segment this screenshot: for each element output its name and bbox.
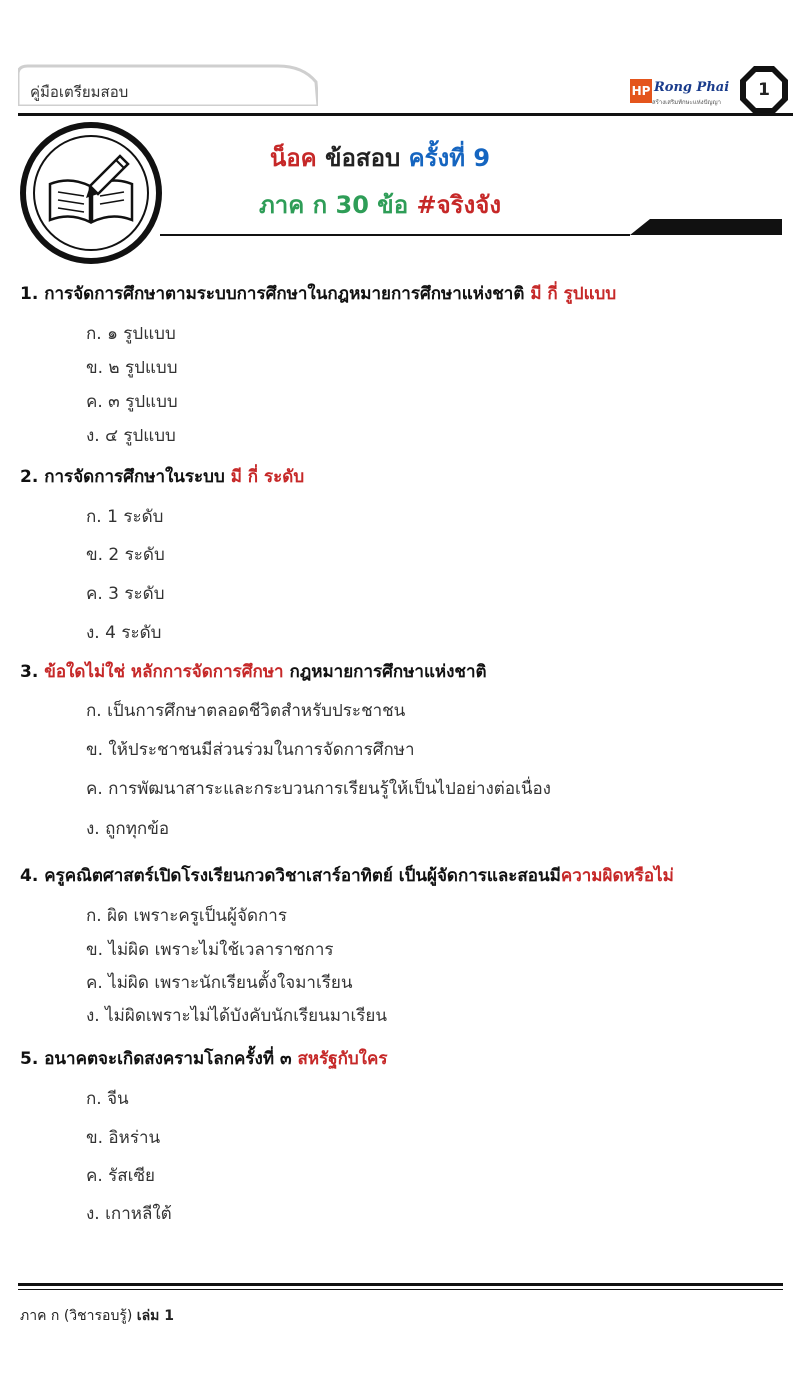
title-underline-bar (160, 215, 782, 237)
choice-1a: ก. ๑ รูปแบบ (86, 324, 176, 344)
question-highlight: สหรัฐกับใคร (297, 1049, 388, 1069)
footer-rule (18, 1283, 783, 1286)
title-part-hashtag: #จริงจัง (416, 191, 502, 219)
footer-volume: เล่ม 1 (136, 1308, 174, 1324)
choice-5c: ค. รัสเซีย (86, 1166, 155, 1186)
question-4 (20, 862, 674, 889)
question-highlight: ความผิดหรือไม่ (560, 866, 674, 886)
choice-5a: ก. จีน (86, 1089, 129, 1109)
question-number: 2. (20, 467, 39, 487)
choice-4b: ข. ไม่ผิด เพราะไม่ใช้เวลาราชการ (86, 940, 334, 960)
question-text: การจัดการศึกษาตามระบบการศึกษาในกฎหมายการศึกษาแห่งชาติ (44, 284, 525, 304)
logo-text: Rong Phai (654, 80, 730, 95)
question-text: กฎหมายการศึกษาแห่งชาติ (289, 662, 487, 682)
question-highlight: ข้อใดไม่ใช่ หลักการจัดการศึกษา (44, 662, 284, 682)
title-part-round: ครั้งที่ 9 (408, 144, 491, 172)
choice-2b: ข. 2 ระดับ (86, 545, 165, 565)
question-2 (20, 463, 304, 490)
header-rule (18, 113, 793, 116)
exam-title-line-1 (0, 138, 760, 177)
question-text: อนาคตจะเกิดสงครามโลกครั้งที่ ๓ (44, 1049, 292, 1069)
title-part-nok: น็อค (269, 144, 317, 172)
choice-5d: ง. เกาหลีใต้ (86, 1204, 172, 1224)
choice-4a: ก. ผิด เพราะครูเป็นผู้จัดการ (86, 906, 287, 926)
choice-3d: ง. ถูกทุกข้อ (86, 819, 170, 839)
title-part-exam: ข้อสอบ (325, 144, 401, 172)
choice-4c: ค. ไม่ผิด เพราะนักเรียนตั้งใจมาเรียน (86, 973, 353, 993)
question-number: 5. (20, 1049, 39, 1069)
choice-2c: ค. 3 ระดับ (86, 584, 165, 604)
logo-subtitle: สร้างเสริมทักษะแห่งปัญญา (652, 99, 721, 106)
question-5 (20, 1045, 387, 1072)
choice-2d: ง. 4 ระดับ (86, 623, 162, 643)
question-1 (20, 280, 616, 307)
choice-1d: ง. ๔ รูปแบบ (86, 426, 176, 446)
choice-1c: ค. ๓ รูปแบบ (86, 392, 178, 412)
question-text: ครูคณิตศาสตร์เปิดโรงเรียนกวดวิชาเสาร์อาทิตย์ เป็นผู้จัดการและสอนมี (44, 866, 561, 886)
question-text: การจัดการศึกษาในระบบ (44, 467, 225, 487)
footer-text: ภาค ก (วิชารอบรู้) (20, 1308, 133, 1324)
logo-mark: HP (630, 79, 652, 103)
footer (20, 1305, 174, 1327)
footer-rule-thin (18, 1289, 783, 1290)
question-highlight: มี กี่ ระดับ (230, 467, 305, 487)
choice-3b: ข. ให้ประชาชนมีส่วนร่วมในการจัดการศึกษา (86, 740, 415, 760)
choice-5b: ข. อิหร่าน (86, 1128, 161, 1148)
question-number: 3. (20, 662, 39, 682)
choice-1b: ข. ๒ รูปแบบ (86, 358, 178, 378)
header-label: คู่มือเตรียมสอบ (30, 83, 129, 101)
choice-3a: ก. เป็นการศึกษาตลอดชีวิตสำหรับประชาชน (86, 701, 406, 721)
title-part-section: ภาค ก 30 ข้อ (258, 191, 409, 219)
page-number: 1 (758, 80, 770, 100)
choice-4d: ง. ไม่ผิดเพราะไม่ได้บังคับนักเรียนมาเรียน (86, 1006, 388, 1026)
choice-2a: ก. 1 ระดับ (86, 507, 164, 527)
question-number: 1. (20, 284, 39, 304)
question-highlight: มี กี่ รูปแบบ (530, 284, 617, 304)
question-number: 4. (20, 866, 39, 886)
choice-3c: ค. การพัฒนาสาระและกระบวนการเรียนรู้ให้เป็นไปอย่างต่อเนื่อง (86, 779, 551, 799)
question-3 (20, 658, 487, 685)
